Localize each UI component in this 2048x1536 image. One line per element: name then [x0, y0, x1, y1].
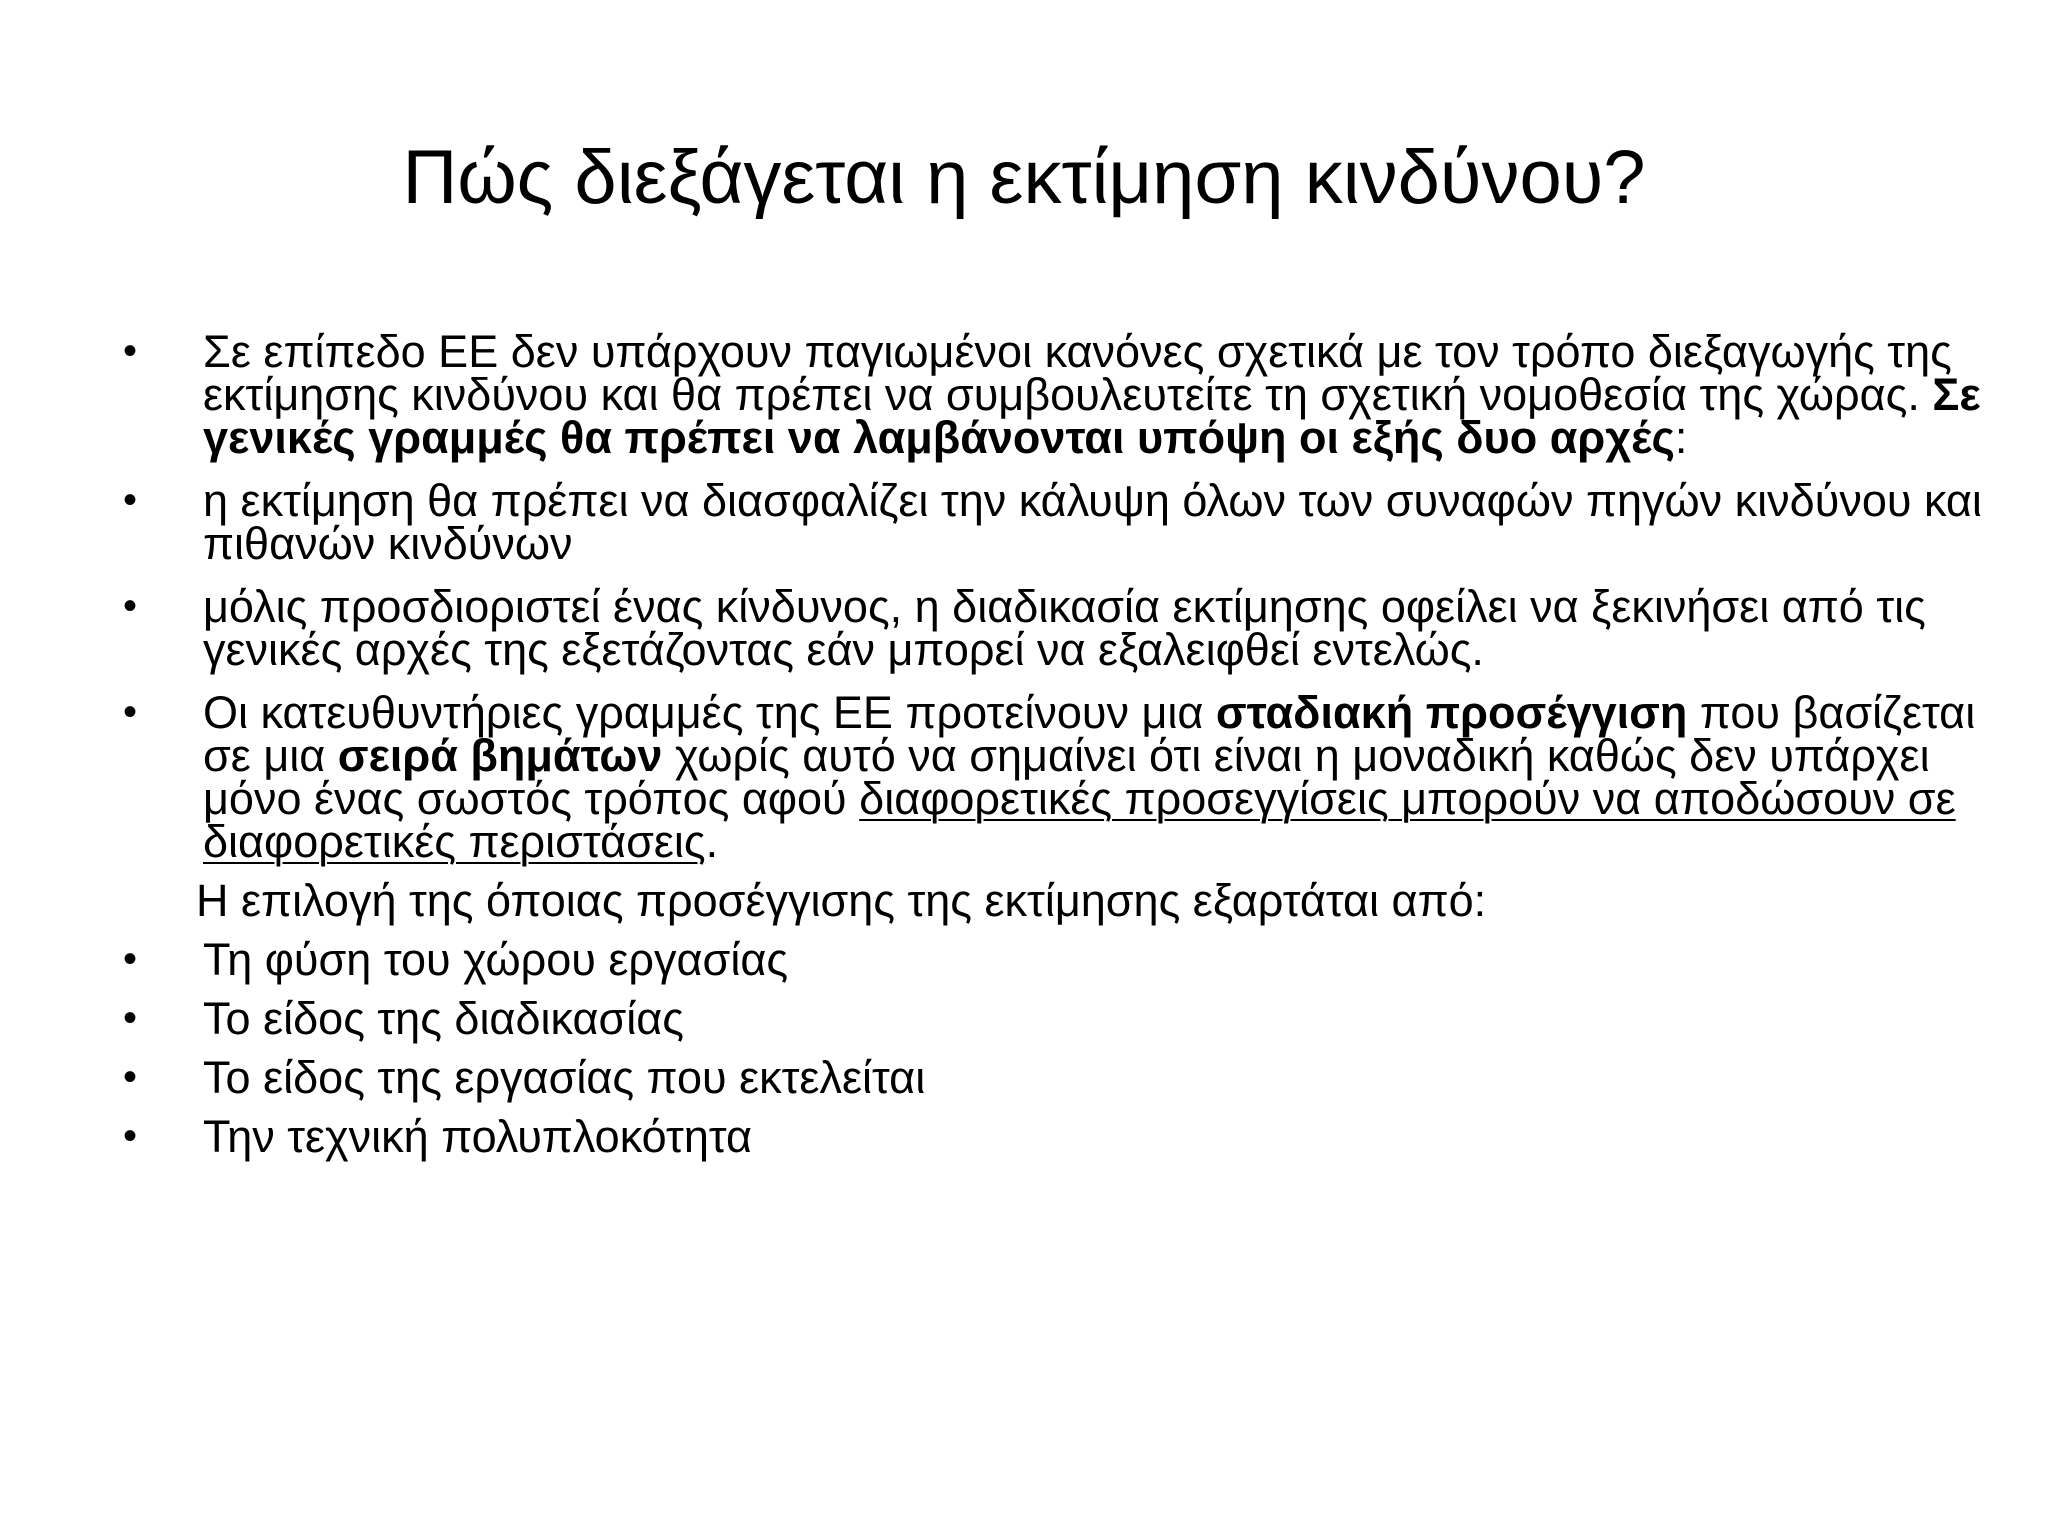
bullet-item-coverage: [118, 475, 2018, 569]
bullet-item-eu-rules: [118, 326, 2018, 463]
item-text: Σε επίπεδο ΕΕ δεν υπάρχουν παγιωμένοι κανόνες σχετικά με τον τρόπο διεξαγωγής της εκτίμησης κινδύνου και θα πρέπει να συμβουλευτείτε τη σχετική νομοθεσία της χώρας.: [203, 326, 1952, 420]
bullet-item-guidelines: [118, 687, 2018, 867]
item-text-bold: σειρά βημάτων: [337, 730, 663, 781]
bullet-icon: •: [123, 996, 138, 1040]
item-text-underlined: διαφορετικές προσεγγίσεις μπορούν να αποδώσουν σε διαφορετικές περιστάσεις: [203, 773, 1956, 867]
item-text: Οι κατευθυντήριες γραμμές της ΕΕ προτείνουν μια: [203, 687, 1216, 738]
item-text: :: [1674, 412, 1688, 463]
bullet-icon: •: [123, 584, 138, 628]
bullet-icon: •: [123, 1055, 138, 1099]
bullet-icon: •: [123, 329, 138, 373]
factor-text: Την τεχνική πολυπλοκότητα: [203, 1111, 753, 1162]
bullet-item-elimination: [118, 581, 2018, 675]
factor-text: Τη φύση του χώρου εργασίας: [203, 934, 789, 985]
factor-item: [118, 1111, 2018, 1162]
bullet-icon: •: [123, 1114, 138, 1158]
slide-body: [118, 326, 2018, 1174]
bullet-icon: •: [123, 937, 138, 981]
factor-text: Το είδος της διαδικασίας: [203, 993, 684, 1044]
item-text-bold: Σε γενικές γραμμές θα πρέπει να λαμβάνονται υπόψη οι εξής δυο αρχές: [203, 369, 1981, 463]
factor-item: [118, 1052, 2018, 1103]
bullet-icon: •: [123, 478, 138, 522]
item-text: μόλις προσδιοριστεί ένας κίνδυνος, η διαδικασία εκτίμησης οφείλει να ξεκινήσει από τις γενικές αρχές της εξετάζοντας εάν μπορεί να εξαλειφθεί εντελώς.: [203, 581, 1926, 675]
factor-text: Το είδος της εργασίας που εκτελείται: [203, 1052, 926, 1103]
bullet-icon: •: [123, 690, 138, 734]
subheading: Η επιλογή της όποιας προσέγγισης της εκτίμησης εξαρτάται από:: [196, 875, 1487, 926]
item-text: χωρίς αυτό να σημαίνει ότι είναι η μοναδική καθώς δεν υπάρχει μόνο ένας σωστός τρόπος αφού: [203, 730, 1930, 824]
slide-title: Πώς διεξάγεται η εκτίμηση κινδύνου?: [402, 135, 1646, 220]
item-text: η εκτίμηση θα πρέπει να διασφαλίζει την κάλυψη όλων των συναφών πηγών κινδύνου και πιθανών κινδύνων: [203, 475, 1982, 569]
factor-item: [118, 993, 2018, 1044]
factor-item: [118, 934, 2018, 985]
item-text: που βασίζεται σε μια: [203, 687, 1976, 781]
item-text: .: [705, 816, 719, 867]
item-text-bold: σταδιακή προσέγγιση: [1215, 687, 1688, 738]
